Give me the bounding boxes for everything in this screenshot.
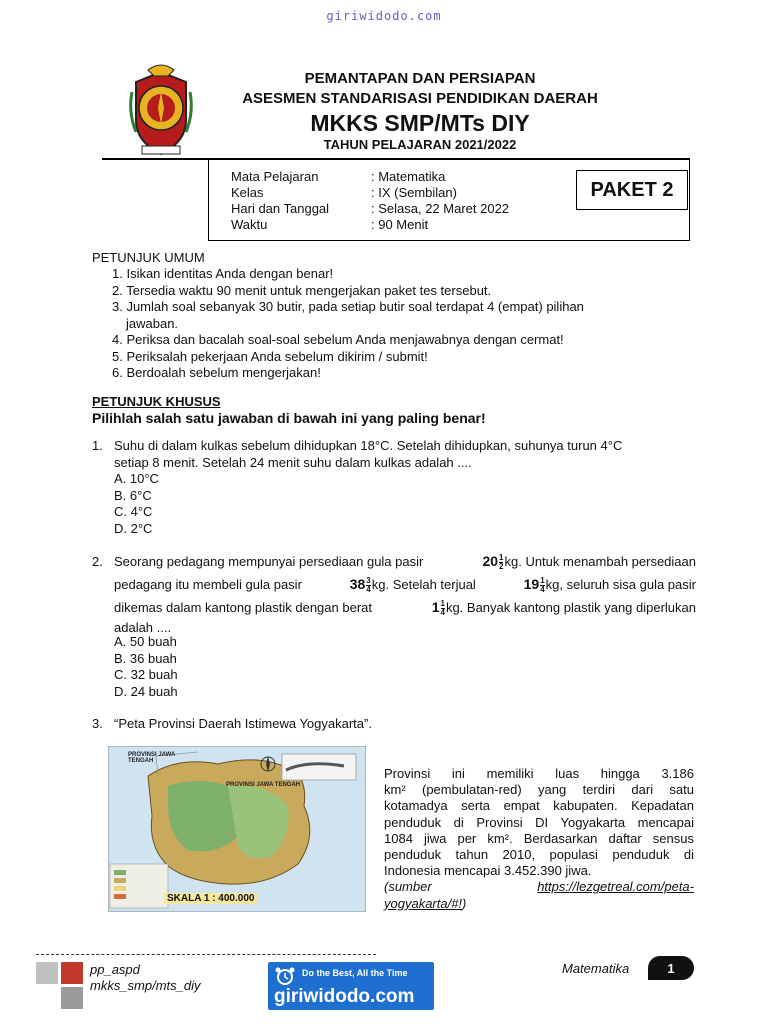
q3-source-suffix: ) <box>462 895 467 911</box>
q3-stem: “Peta Provinsi Daerah Istimewa Yogyakarta”. <box>114 716 372 731</box>
q2-whole: 20 <box>482 553 499 569</box>
frac-den: 4 <box>440 608 445 618</box>
q2-mixed-number <box>350 573 476 596</box>
footer-line: mkks_smp/mts_diy <box>90 978 201 993</box>
q2-whole: 38 <box>349 576 366 592</box>
map-label-province: PROVINSI JAWA TENGAH <box>128 752 176 764</box>
footer-squares-logo <box>36 962 84 1010</box>
frac-num: 1 <box>440 599 445 609</box>
q2-option: A. 50 buah <box>114 634 177 649</box>
frac-num: 1 <box>540 576 545 586</box>
q2-text: dikemas dalam kantong plastik dengan berat <box>114 600 372 615</box>
q2-options <box>114 634 178 700</box>
footer-square <box>61 987 83 1009</box>
q2-option: C. 32 buah <box>114 667 178 682</box>
q1-option: C. 4°C <box>114 504 153 519</box>
q1-stem <box>114 438 696 537</box>
frac-num: 3 <box>366 576 371 586</box>
q2-text: kg. Setelah terjual <box>371 577 476 592</box>
header-rule-bottom <box>208 240 690 241</box>
frac-num: 1 <box>499 553 504 563</box>
q3-desc-line: penduduk di Provinsi DI Yogyakarta mencapai <box>384 814 694 830</box>
q2-line <box>114 596 696 619</box>
identity-label: Waktu <box>231 217 268 232</box>
q3-desc-line: km² (pembulatan-red) yang terdiri dari satu <box>384 782 694 798</box>
site-watermark: giriwidodo.com <box>326 9 442 23</box>
frac-den: 4 <box>366 585 371 595</box>
header-title: MKKS SMP/MTs DIY <box>310 110 530 136</box>
q2-line <box>114 550 696 573</box>
q3-desc-line: 1084 jiwa per km². Berdasarkan daftar sensus <box>384 830 694 846</box>
identity-label: Kelas <box>231 185 264 200</box>
general-item: 6. Berdoalah sebelum mengerjakan! <box>112 365 321 380</box>
q2-text: Seorang pedagang mempunyai persediaan gula pasir <box>114 554 424 569</box>
q3-desc-line: kotamadya serta empat kabupaten. Kepadatan <box>384 798 694 814</box>
identity-value: : 90 Menit <box>371 217 429 232</box>
q3-desc-line: penduduk tahun 2010, populasi penduduk di <box>384 847 694 863</box>
identity-label: Hari dan Tanggal <box>231 201 330 216</box>
q3-source-link-cont[interactable]: yogyakarta/#! <box>384 895 463 911</box>
general-item: 5. Periksalah pekerjaan Anda sebelum dikirim / submit! <box>112 348 428 364</box>
q2-line: adalah .... <box>114 620 172 635</box>
yogyakarta-map-image <box>108 746 366 912</box>
q2-option: D. 24 buah <box>114 683 178 699</box>
footer-line: pp_aspd <box>90 962 140 977</box>
q1-option: A. 10°C <box>114 471 159 486</box>
general-item: jawaban. <box>126 315 179 331</box>
special-instructions-heading: PETUNJUK KHUSUS <box>92 394 221 409</box>
alarm-clock-icon <box>274 966 296 986</box>
identity-row <box>231 185 509 201</box>
q2-fraction <box>499 554 503 571</box>
q1-line: setiap 8 menit. Setelah 24 menit suhu dalam kulkas adalah .... <box>114 454 472 470</box>
identity-value: : Matematika <box>371 169 446 184</box>
q2-number: 2. <box>92 554 103 569</box>
identity-left-border <box>208 158 209 240</box>
q3-desc-line: Provinsi ini memiliki luas hingga 3.186 <box>384 766 694 781</box>
identity-value: : IX (Sembilan) <box>371 185 457 200</box>
q3-desc-line: Indonesia mencapai 3.452.390 jiwa. <box>384 863 592 879</box>
q2-text: kg. Untuk menambah persediaan <box>504 554 696 569</box>
q2-fraction <box>366 577 370 594</box>
footer-divider <box>36 954 376 955</box>
q3-description <box>384 766 694 912</box>
q2-line <box>114 573 696 596</box>
q2-stem <box>114 550 696 636</box>
general-instructions-list <box>112 266 702 382</box>
identity-row <box>231 201 509 217</box>
q1-line: Suhu di dalam kulkas sebelum dihidupkan 18°C. Setelah dihidupkan, suhunya turun 4°C <box>114 438 623 453</box>
q3-source-link[interactable]: https://lezgetreal.com/peta- <box>537 879 694 895</box>
q3-source-line <box>384 879 694 895</box>
q1-number: 1. <box>92 438 103 453</box>
identity-label: Mata Pelajaran <box>231 169 319 184</box>
q1-option: D. 2°C <box>114 520 153 536</box>
provincial-emblem-logo <box>128 62 194 158</box>
header-rule-top <box>102 158 690 160</box>
q3-source-prefix: (sumber <box>384 879 432 895</box>
frac-den: 2 <box>499 562 504 572</box>
general-item: 2. Tersedia waktu 90 menit untuk mengerjakan paket tes tersebut. <box>112 282 492 298</box>
identity-value: : Selasa, 22 Maret 2022 <box>371 201 510 216</box>
q2-whole: 1 <box>431 599 440 615</box>
q3-number: 3. <box>92 716 103 731</box>
general-item: 1. Isikan identitas Anda dengan benar! <box>112 266 334 281</box>
badge-site-name: giriwidodo.com <box>274 986 415 1007</box>
q2-text: kg, seluruh sisa gula pasir <box>545 577 696 592</box>
giriwidodo-badge <box>268 962 434 1010</box>
footer-left-text <box>90 962 201 994</box>
special-instruction-text: Pilihlah salah satu jawaban di bawah ini yang paling benar! <box>92 410 486 426</box>
identity-row <box>231 217 509 233</box>
general-instructions-heading: PETUNJUK UMUM <box>92 250 205 265</box>
identity-table <box>231 169 509 233</box>
general-item: 4. Periksa dan bacalah soal-soal sebelum Anda menjawabnya dengan cermat! <box>112 332 564 347</box>
header-line-2: ASESMEN STANDARISASI PENDIDIKAN DAERAH <box>242 90 598 107</box>
general-item: 3. Jumlah soal sebanyak 30 butir, pada setiap butir soal terdapat 4 (empat) pilihan <box>112 299 584 314</box>
q2-option: B. 36 buah <box>114 650 177 666</box>
badge-tagline: Do the Best, All the Time <box>302 968 408 978</box>
page-number-badge: 1 <box>648 956 694 980</box>
q2-fraction <box>540 577 544 594</box>
q2-text: kg. Banyak kantong plastik yang diperlukan <box>445 600 696 615</box>
q2-mixed-number <box>524 573 696 596</box>
header-line-1: PEMANTAPAN DAN PERSIAPAN <box>304 70 536 87</box>
map-scale-label: SKALA 1 : 400.000 <box>164 893 257 904</box>
identity-row <box>231 169 509 185</box>
footer-square <box>36 962 58 984</box>
q3-source-line <box>384 896 694 912</box>
q2-fraction <box>441 600 445 617</box>
map-label-province-2: PROVINSI JAWA TENGAH <box>226 782 301 788</box>
q2-text: pedagang itu membeli gula pasir <box>114 577 302 592</box>
q2-mixed-number <box>482 550 696 573</box>
footer-square <box>61 962 83 984</box>
identity-right-border <box>689 158 690 240</box>
frac-den: 4 <box>540 585 545 595</box>
header-year: TAHUN PELAJARAN 2021/2022 <box>323 137 517 152</box>
q1-option: B. 6°C <box>114 487 152 503</box>
footer-subject: Matematika <box>562 961 630 976</box>
q2-mixed-number <box>432 596 696 619</box>
q2-whole: 19 <box>523 576 540 592</box>
paket-box: PAKET 2 <box>576 170 688 210</box>
